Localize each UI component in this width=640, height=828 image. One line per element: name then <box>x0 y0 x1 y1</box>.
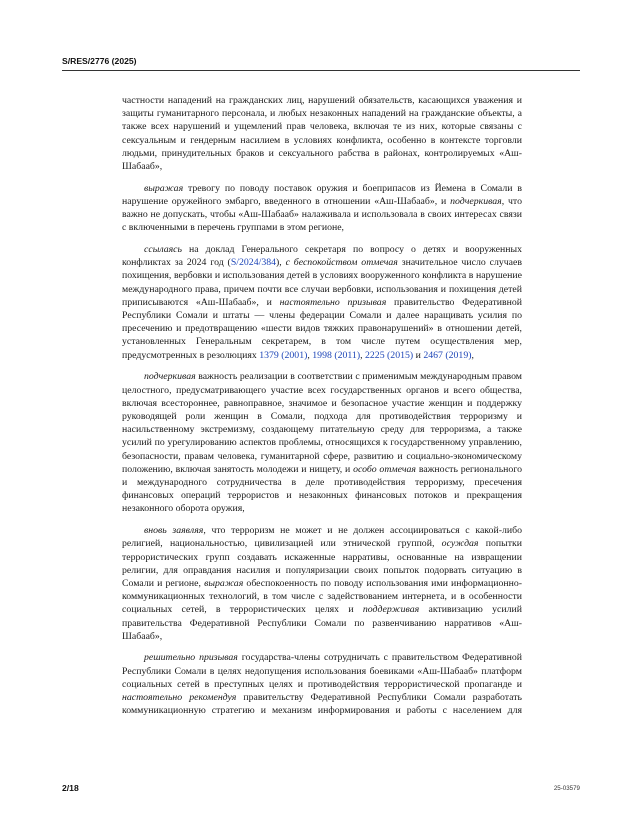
document-symbol: S/RES/2776 (2025) <box>62 56 137 66</box>
paragraph-text: и <box>413 349 424 361</box>
operative-verb: ссылаясь <box>144 244 182 256</box>
paragraph-text: правительство Федеративной Республики Сомали и штаты — члены федерации Сомали и далее наращивать усилия по пресечению и предотвращению «шести видов тяжких правонарушений» в отношении детей, установленных Генеральным секретарем, в том числе путем осуществления мер, предусмотренных в резолюциях <box>122 296 522 361</box>
paragraph-text: ), <box>276 257 286 269</box>
paragraph-text: важность регионального и международного сотрудничества в деле противодействия терроризму, пресечения финансовых операций террористов и незаконных финансовых потоков и прекращения незаконного оборота оружия, <box>122 463 522 515</box>
operative-verb: особо отмечая <box>353 463 416 475</box>
paragraph-text: , <box>307 349 313 361</box>
paragraph-text: тревогу по поводу поставок оружия и боеприпасов из Йемена в Сомали в нарушение оружейного эмбарго, введенного в отношении «Аш-Шабааб», и <box>122 182 522 207</box>
resolution-link[interactable]: 2467 (2019) <box>423 349 472 361</box>
operative-verb: с беспокойством отмечая <box>285 257 398 269</box>
resolution-link[interactable]: 2225 (2015) <box>365 349 414 361</box>
paragraph-text: , что терроризм не может и не должен ассоциироваться с какой-либо религией, национальностью, цивилизацией или этнической группой, <box>122 525 522 550</box>
paragraph-text: на доклад Генерального секретаря по вопросу о детях и вооруженных конфликтах за 2024 год ( <box>122 244 522 269</box>
paragraph-text: активизацию усилий правительства Федеративной Республики Сомали по развенчиванию нарративов «Аш-Шабааб», <box>122 604 522 642</box>
paragraph-text: попытки террористических групп создавать искаженные нарративы, основанные на извращении религии, для оправдания насилия и популяризации своих попыток подорвать ситуацию в Сомали и регионе, <box>122 538 522 589</box>
paragraph-6 <box>122 651 522 717</box>
paragraph-4 <box>122 370 522 515</box>
operative-verb: настоятельно рекомендуя <box>122 692 237 704</box>
paragraph-text: , <box>360 349 365 361</box>
paragraph-text: значительное число случаев похищения, вербовки и использования детей в условиях вооруженного конфликта в нарушение международного права, причем почти все случаи вербовки, использования и похищения детей приписываются «Аш-Шабааб», и <box>122 257 522 308</box>
operative-verb: настоятельно призывая <box>279 296 387 308</box>
paragraph-5 <box>122 524 522 643</box>
operative-verb: подчеркивая <box>144 371 196 383</box>
operative-verb: осуждая <box>441 538 479 550</box>
operative-verb: вновь заявляя <box>144 525 204 537</box>
operative-verb: выражая <box>204 577 244 589</box>
resolution-link[interactable]: 1379 (2001) <box>259 349 308 361</box>
paragraph-text: , <box>471 349 474 361</box>
paragraph-text: частности нападений на гражданских лиц, нарушений обязательств, касающихся уважения и защиты гуманитарного персонала, и любых незаконных нападений на гражданские объекты, а также всех нарушений и ущемлений прав человека, включая те из них, которые связаны с сексуальным и гендерным насилием в условиях конфликта, особенно в контексте торговли людьми, принудительных браков и сексуального рабства в районах, контролируемых «Аш-Шабааб», <box>122 95 522 173</box>
resolution-link[interactable]: 1998 (2011) <box>312 349 361 361</box>
document-link[interactable]: S/2024/384 <box>230 257 277 269</box>
operative-verb: решительно призывая <box>144 652 238 664</box>
operative-verb: выражая <box>144 182 184 194</box>
document-body <box>122 94 522 717</box>
operative-verb: поддерживая <box>362 604 420 616</box>
header-rule <box>62 70 580 71</box>
paragraph-text: , что важно не допускать, чтобы «Аш-Шабааб» налаживала и использовала в своих интересах связи с включенными в перечень группами в этом регионе, <box>122 195 522 234</box>
paragraph-text: правительству Федеративной Республики Сомали разработать коммуникационную стратегию и механизм информирования и работы с населением для <box>122 692 522 717</box>
paragraph-text: государства-члены сотрудничать с правительством Федеративной Республики Сомали в целях недопущения использования боевиками «Аш-Шабааб» платформ социальных сетей в преступных целях и противодействия террористической пропаганде и <box>122 652 523 690</box>
paragraph-3 <box>122 243 522 362</box>
paragraph-2 <box>122 182 522 235</box>
paragraph-text: важность реализации в соответствии с применимым международным правом целостного, предусматривающего участие всех государственных органов и всего общества, включая всестороннее, равноправное, значимое и безопасное участие женщин и поддержку руководящей роли женщин в Сомали, подхода для противодействия терроризму и насильственному экстремизму, создающему питательную среду для терроризма, а также усилий по урегулированию аспектов проблемы, относящихся к государственному управлению, безопасности, правам человека, гуманитарной сфере, развитию и социально-экономическому положению, включая занятость молодежи и нищету, и <box>122 371 522 475</box>
paragraph-1 <box>122 94 522 173</box>
operative-verb: подчеркивая <box>450 195 502 207</box>
page-number: 2/18 <box>62 783 79 793</box>
paragraph-text: обеспокоенность по поводу использования ими информационно-коммуникационных технологий, в том числе с задействованием интернета, и в особенности социальных сетей, в террористических целях и <box>122 577 522 616</box>
document-code: 25-03579 <box>553 785 580 792</box>
